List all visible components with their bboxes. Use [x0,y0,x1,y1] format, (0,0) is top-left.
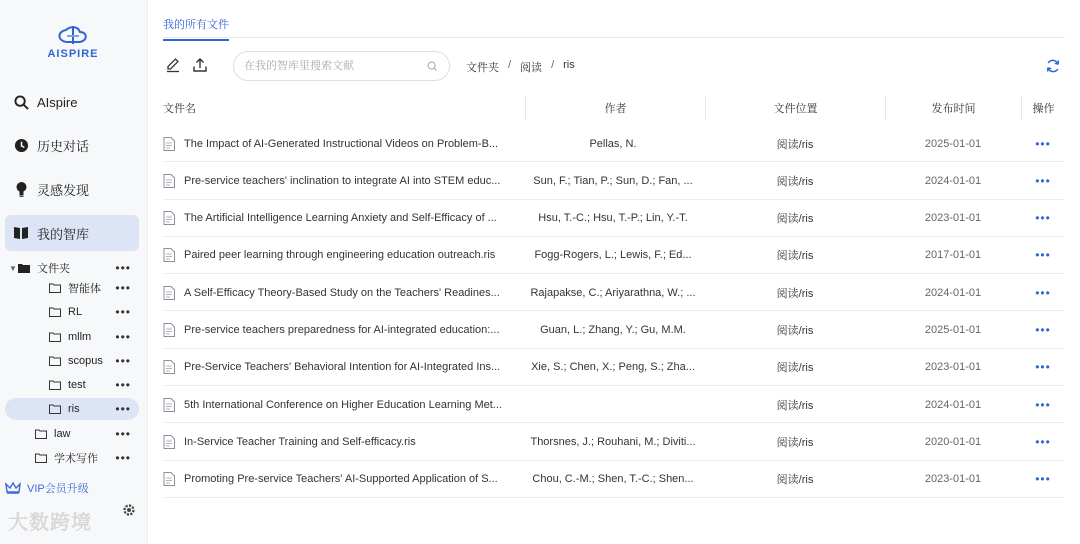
clock-icon [13,137,29,153]
filename-text: Promoting Pre-service Teachers' AI-Supported Application of S... [184,473,498,486]
document-icon [163,286,175,300]
tree-folder-item[interactable] [5,277,139,299]
cell-date: 2025-01-01 [924,137,982,150]
cell-date: 2024-01-01 [924,286,982,299]
refresh-icon[interactable] [1045,58,1061,74]
cell-filename[interactable] [163,162,513,199]
cell-date: 2025-01-01 [924,323,982,336]
cell-author [528,125,698,162]
book-icon [13,225,29,241]
document-icon [163,323,175,337]
upload-icon[interactable] [191,56,209,74]
tree-folder-root[interactable] [5,257,139,279]
breadcrumb-item-current: ris [563,59,575,71]
cell-date: 2017-01-01 [924,249,982,262]
more-actions-button[interactable]: ••• [1035,434,1051,449]
tree-folder-item-active[interactable] [5,398,139,420]
cell-date: 2023-01-01 [924,212,982,225]
more-actions-button[interactable]: ••• [1035,397,1051,412]
table-header [163,96,1065,120]
cell-author [528,162,698,199]
tree-folder-item[interactable] [5,350,139,372]
cell-author [528,274,698,311]
breadcrumb-item[interactable]: 阅读 [520,62,543,74]
document-icon [163,435,175,449]
main-content [148,0,1080,544]
filename-text: Pre-service teachers preparedness for AI-integrated education:... [184,323,500,336]
more-icon[interactable]: ••• [115,427,131,441]
cell-filename[interactable] [163,349,513,386]
logo-icon [40,22,106,50]
column-header-action: 操作 [1021,96,1065,120]
nav-label: 历史对话 [37,138,90,154]
more-actions-button[interactable]: ••• [1035,360,1051,375]
more-actions-button[interactable]: ••• [1035,211,1051,226]
table-row[interactable] [163,461,1065,498]
tree-folder-item[interactable] [5,447,139,469]
cell-filename[interactable] [163,423,513,460]
folder-icon [35,428,49,440]
vip-label: VIP会员升级 [27,483,89,495]
tree-label: law [54,428,71,440]
folder-icon [49,403,63,415]
more-actions-button[interactable]: ••• [1035,136,1051,151]
column-header-author[interactable]: 作者 [525,96,705,120]
more-icon[interactable]: ••• [115,451,131,465]
search-input[interactable] [244,60,424,72]
more-icon[interactable]: ••• [115,261,131,275]
cell-author [528,349,698,386]
more-actions-button[interactable]: ••• [1035,285,1051,300]
column-header-name[interactable]: 文件名 [163,103,196,115]
document-icon [163,472,175,486]
document-icon [163,174,175,188]
filename-text: A Self-Efficacy Theory-Based Study on the Teachers' Readines... [184,286,500,299]
document-icon [163,248,175,262]
folder-icon [49,355,63,367]
tree-label: test [68,379,86,391]
filename-text: Paired peer learning through engineering education outreach.ris [184,249,496,262]
author-text: Fogg-Rogers, L.; Lewis, F.; Ed... [534,249,692,262]
table-row[interactable] [163,237,1065,274]
table-row[interactable] [163,274,1065,311]
folder-icon [49,379,63,391]
tree-label: RL [68,306,83,318]
cell-location: 阅读/ris [776,399,814,412]
author-text: Chou, C.-M.; Shen, T.-C.; Shen... [532,473,694,486]
table-row[interactable] [163,125,1065,162]
table-row[interactable] [163,423,1065,460]
column-header-date[interactable]: 发布时间 [885,96,1021,120]
search-icon [13,94,29,110]
search-icon[interactable] [427,61,439,73]
cell-date: 2023-01-01 [924,473,982,486]
filename-text: The Artificial Intelligence Learning Anxiety and Self-Efficacy of ... [184,212,497,225]
lightbulb-icon [13,181,29,197]
vip-upgrade-link[interactable] [5,480,89,496]
cell-filename[interactable] [163,461,513,498]
author-text: Thorsnes, J.; Rouhani, M.; Diviti... [530,435,696,448]
nav-history[interactable] [5,127,139,163]
search-box[interactable] [233,51,450,81]
brand-logo[interactable] [40,22,106,66]
cell-location: 阅读/ris [776,436,814,449]
filename-text: The Impact of AI-Generated Instructional Videos on Problem-B... [184,137,499,150]
table-row[interactable] [163,386,1065,423]
more-icon[interactable]: ••• [115,330,131,344]
cell-date: 2024-01-01 [924,398,982,411]
document-icon [163,137,175,151]
cell-date: 2024-01-01 [924,174,982,187]
crown-icon [5,481,21,495]
breadcrumb [466,59,575,75]
brand-name: AISPIRE [47,48,99,60]
tree-label: ris [68,403,80,415]
document-icon [163,211,175,225]
more-actions-button[interactable]: ••• [1035,173,1051,188]
nav-label: 我的智库 [37,226,90,242]
folder-icon [35,452,49,464]
cell-location: 阅读/ris [776,213,814,226]
cell-author [528,386,698,423]
folder-icon [49,282,63,294]
more-icon[interactable]: ••• [115,378,131,392]
folder-filled-icon [18,262,32,274]
breadcrumb-separator: / [508,59,512,71]
author-text: Guan, L.; Zhang, Y.; Gu, M.M. [540,323,686,336]
nav-label: AIspire [37,94,78,110]
table-row[interactable] [163,162,1065,199]
author-text: Xie, S.; Chen, X.; Peng, S.; Zha... [531,361,695,374]
document-icon [163,360,175,374]
cell-filename[interactable] [163,200,513,237]
more-icon[interactable]: ••• [115,305,131,319]
breadcrumb-item[interactable]: 文件夹 [466,62,499,74]
tree-folder-item[interactable] [5,423,139,445]
edit-icon[interactable] [164,56,182,74]
tree-label: 学术写作 [54,453,98,465]
filename-text: Pre-service teachers' inclination to integrate AI into STEM educ... [184,174,501,187]
cell-filename[interactable] [163,237,513,274]
cell-location: 阅读/ris [776,138,814,151]
cell-location: 阅读/ris [776,250,814,263]
document-icon [163,398,175,412]
more-actions-button[interactable]: ••• [1035,322,1051,337]
tab-bar [163,0,1065,38]
filename-text: Pre-Service Teachers' Behavioral Intention for AI-Integrated Ins... [184,361,501,374]
more-icon[interactable]: ••• [115,354,131,368]
folder-icon [49,306,63,318]
nav-inspiration[interactable] [5,171,139,207]
column-header-location[interactable]: 文件位置 [705,96,885,120]
more-actions-button[interactable]: ••• [1035,248,1051,263]
cell-location: 阅读/ris [776,324,814,337]
tree-label: scopus [68,355,103,367]
tree-label: 智能体 [68,283,101,295]
cell-author [528,311,698,348]
table-row[interactable] [163,311,1065,348]
filename-text: In-Service Teacher Training and Self-efficacy.ris [184,435,416,448]
tree-folder-item[interactable] [5,301,139,323]
cell-location: 阅读/ris [776,474,814,487]
watermark: 大数跨境 [8,512,92,534]
cell-author [528,423,698,460]
tab-all-files[interactable]: 我的所有文件 [163,16,229,41]
tree-folder-item[interactable] [5,374,139,396]
more-icon[interactable]: ••• [115,402,131,416]
cell-author [528,200,698,237]
cell-location: 阅读/ris [776,362,814,375]
nav-my-library[interactable] [5,215,139,251]
gear-icon[interactable] [122,503,136,517]
more-actions-button[interactable]: ••• [1035,472,1051,487]
author-text: Rajapakse, C.; Ariyarathna, W.; ... [530,286,696,299]
cell-filename[interactable] [163,386,513,423]
more-icon[interactable]: ••• [115,281,131,295]
author-text: Pellas, N. [589,137,637,150]
cell-filename[interactable] [163,311,513,348]
folder-icon [49,331,63,343]
cell-date: 2023-01-01 [924,361,982,374]
cell-location: 阅读/ris [776,175,814,188]
table-row[interactable] [163,349,1065,386]
cell-author [528,237,698,274]
toolbar [163,50,1065,82]
cell-filename[interactable] [163,125,513,162]
sidebar [0,0,148,544]
author-text: Sun, F.; Tian, P.; Sun, D.; Fan, ... [533,174,693,187]
nav-aispire[interactable] [5,84,139,120]
cell-author [528,461,698,498]
cell-location: 阅读/ris [776,287,814,300]
cell-filename[interactable] [163,274,513,311]
author-text: Hsu, T.-C.; Hsu, T.-P.; Lin, Y.-T. [538,212,688,225]
table-row[interactable] [163,200,1065,237]
tree-folder-item[interactable] [5,326,139,348]
file-table-body [163,125,1065,498]
filename-text: 5th International Conference on Higher Education Learning Met... [184,398,502,411]
breadcrumb-separator: / [551,59,555,71]
chevron-down-icon[interactable]: ▼ [9,263,17,273]
tree-label: mllm [68,331,92,343]
tree-label: 文件夹 [37,263,70,275]
cell-date: 2020-01-01 [924,435,982,448]
nav-label: 灵感发现 [37,182,90,198]
